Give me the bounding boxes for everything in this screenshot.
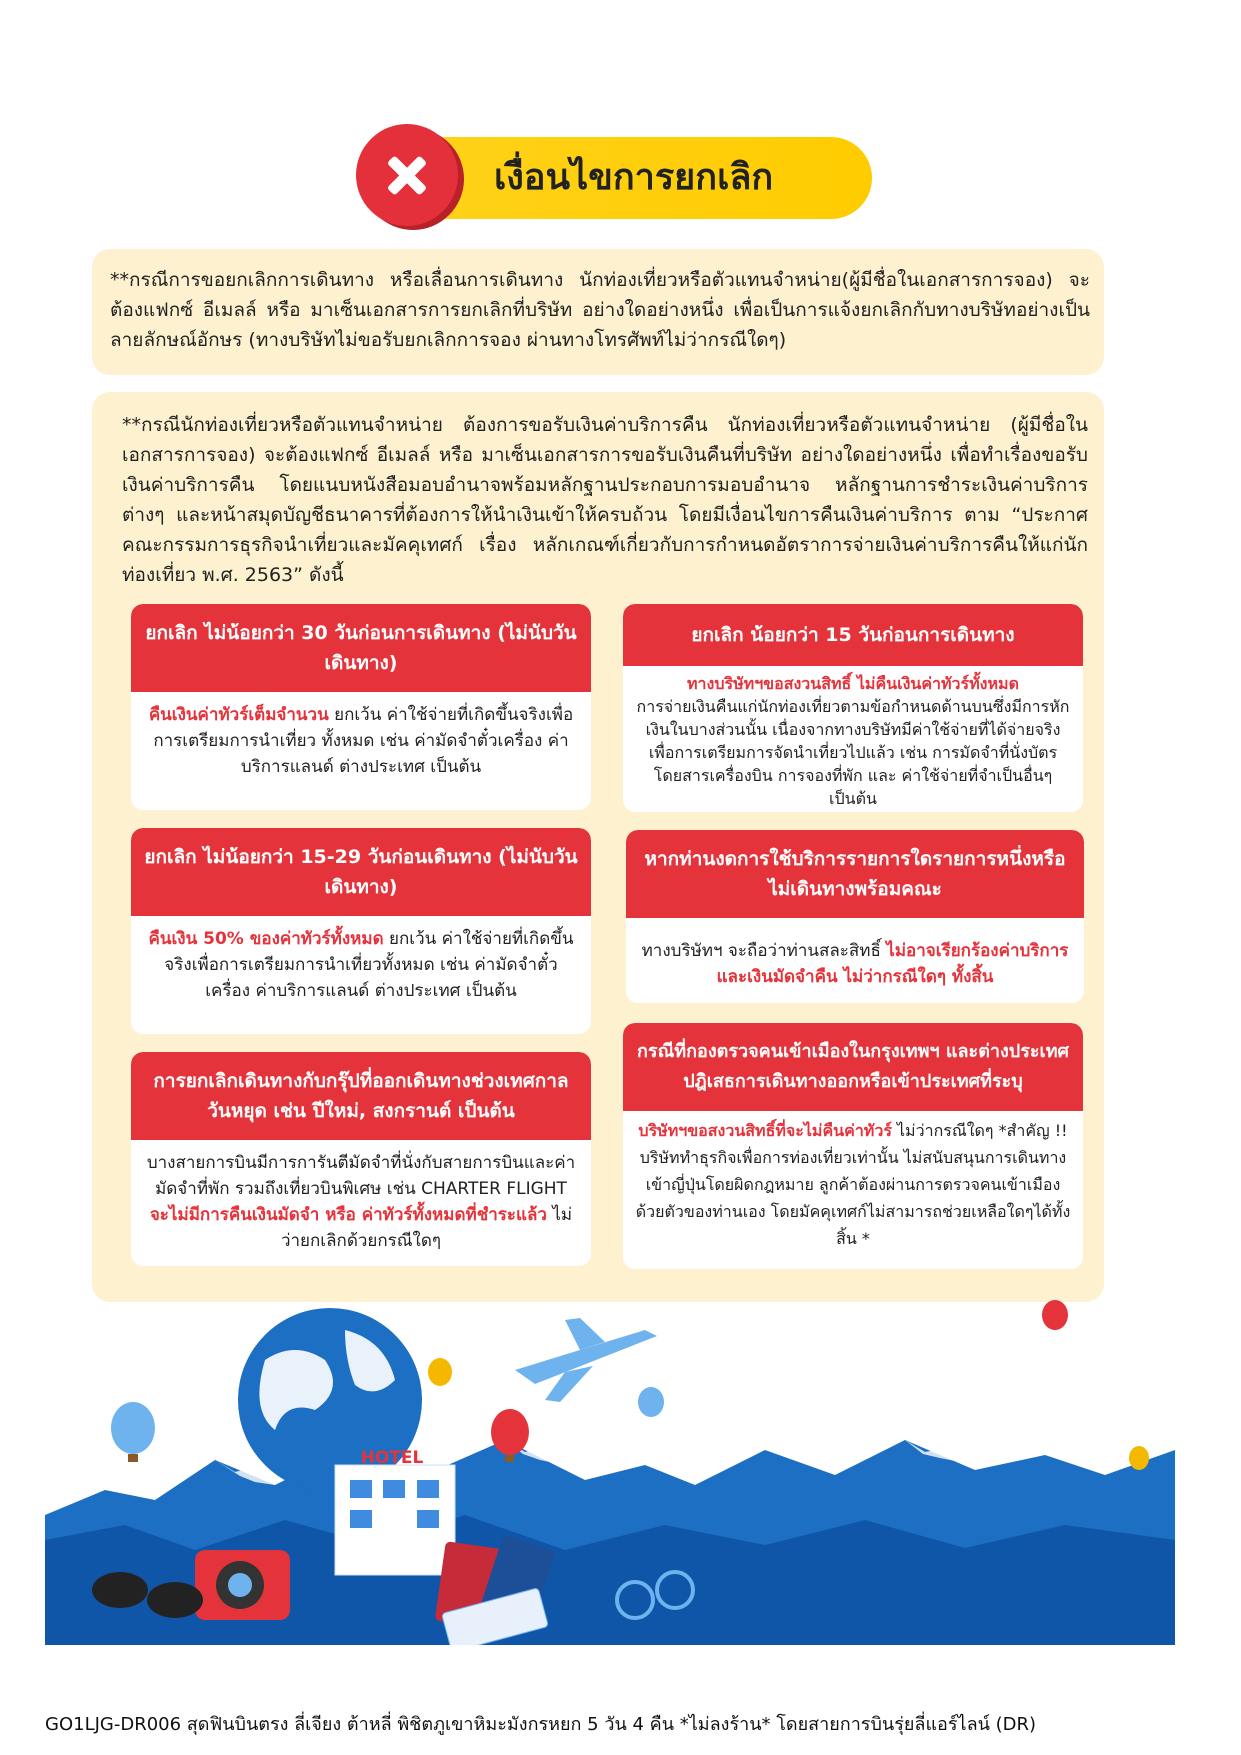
card-highlight: คืนเงิน 50% ของค่าทัวร์ทั้งหมด (148, 929, 384, 949)
card-highlight: จะไม่มีการคืนเงินมัดจำ หรือ ค่าทัวร์ทั้งหมดที่ชำระแล้ว (149, 1205, 547, 1225)
card-title: กรณีที่กองตรวจคนเข้าเมืองในกรุงเทพฯ และต่างประเทศปฎิเสธการเดินทางออกหรือเข้าประเทศที่ระบุ (623, 1023, 1083, 1111)
policy-card-no-show (626, 830, 1084, 1003)
hotel-icon (335, 1465, 455, 1575)
card-text: ไม่ว่ากรณีใดๆ *สำคัญ !! บริษัททำธุรกิจเพื่อการท่องเที่ยวเท่านั้น ไม่สนับสนุนการเดินทางเข้าญี่ปุ่นโดยผิดกฎหมาย ลูกค้าต้องผ่านการตรวจคนเข้าเมืองด้วยตัวของท่านเอง โดยมัคคุเทศก์ไม่สามารถช่วยเหลือใดๆได้ทั้งสิ้น * (635, 1121, 1071, 1248)
card-text: ยกเว้น ค่าใช้จ่ายที่เกิดขึ้นจริงเพื่อการเตรียมการนำเที่ยวทั้งหมด เช่น ค่ามัดจำตั๋วเครื่อง ค่าบริการแลนด์ ต่างประเทศ เป็นต้น (164, 929, 574, 1001)
card-title: ยกเลิก ไม่น้อยกว่า 30 วันก่อนการเดินทาง (ไม่นับวันเดินทาง) (131, 604, 591, 692)
card-highlight: คืนเงินค่าทัวร์เต็มจำนวน (148, 705, 329, 725)
card-body (131, 1140, 591, 1264)
card-body (626, 918, 1084, 1000)
hotel-sign: HOTEL (360, 1448, 424, 1468)
card-text-end: ไม่ว่ายกเลิกด้วยกรณีใดๆ (280, 1205, 573, 1251)
card-text: ทางบริษัทฯ จะถือว่าท่านสละสิทธิ์ (641, 941, 887, 961)
card-highlight: บริษัทฯขอสงวนสิทธิ์ที่จะไม่คืนค่าทัวร์ (638, 1121, 892, 1140)
card-highlight: ทางบริษัทฯขอสงวนสิทธิ์ ไม่คืนเงินค่าทัวร์ทั้งหมด (687, 674, 1019, 693)
card-body (623, 1111, 1083, 1258)
page-title: เงื่อนไขการยกเลิก (494, 157, 774, 198)
card-text: การจ่ายเงินคืนแก่นักท่องเที่ยวตามข้อกำหนดด้านบนซึ่งมีการหักเงินในบางส่วนนั้น เนื่องจากทางบริษัทมีค่าใช้จ่ายที่ได้จ่ายจริงเพื่อการเตรียมการจัดนำเที่ยวไปแล้ว เช่น การมัดจำที่นั่งบัตรโดยสารเครื่องบิน การจองที่พัก และ ค่าใช้จ่ายที่จำเป็นอื่นๆ เป็นต้น (636, 697, 1070, 808)
card-title: หากท่านงดการใช้บริการรายการใดรายการหนึ่งหรือไม่เดินทางพร้อมคณะ (626, 830, 1084, 918)
policy-card-30-days (131, 604, 591, 810)
notice-text-2: **กรณีนักท่องเที่ยวหรือตัวแทนจำหน่าย ต้องการขอรับเงินค่าบริการคืน นักท่องเที่ยวหรือตัวแทนจำหน่าย (ผู้มีชื่อในเอกสารการจอง) จะต้องแฟกซ์ อีเมลล์ หรือ มาเซ็นเอกสารการขอรับเงินคืนที่บริษัท อย่างใดอย่างหนึ่ง เพื่อทำเรื่องขอรับเงินค่าบริการคืน โดยแนบหนังสือมอบอำนาจพร้อมหลักฐานประกอบการมอบอำนาจ หลักฐานการชำระเงินค่าบริการต่างๆ และหน้าสมุดบัญชีธนาคารที่ต้องการให้นำเงินเข้าให้ครบถ้วน โดยมีเงื่อนไขการคืนเงินค่าบริการ ตาม “ประกาศคณะกรรมการธุรกิจนำเที่ยวและมัคคุเทศก์ เรื่อง หลักเกณฑ์เกี่ยวกับการกำหนดอัตราการจ่ายเงินค่าบริการคืนให้แก่นักท่องเที่ยว พ.ศ. 2563” ดังนี้ (122, 414, 1088, 586)
card-body (131, 916, 591, 1014)
tour-code-caption: GO1LJG-DR006 สุดฟินบินตรง ลี่เจียง ต้าหลี่ พิชิตภูเขาหิมะมังกรหยก 5 วัน 4 คืน *ไม่ลงร้าน* โดยสายการบินรุ่ยลี่แอร์ไลน์ (DR) (45, 1714, 1037, 1735)
close-icon (356, 124, 458, 226)
policy-card-holiday (131, 1052, 591, 1266)
card-highlight: ไม่อาจเรียกร้องค่าบริการและเงินมัดจำคืน ไม่ว่ากรณีใดๆ ทั้งสิ้น (716, 941, 1069, 987)
policy-card-less-15-days (623, 604, 1083, 812)
card-body (131, 692, 591, 790)
card-text: ยกเว้น ค่าใช้จ่ายที่เกิดขึ้นจริงเพื่อการเตรียมการนำเที่ยว ทั้งหมด เช่น ค่ามัดจำตั๋วเครื่อง ค่าบริการแลนด์ ต่างประเทศ เป็นต้น (153, 705, 574, 777)
travel-illustration (45, 1300, 1175, 1645)
card-title: การยกเลิกเดินทางกับกรุ๊ปที่ออกเดินทางช่วงเทศกาลวันหยุด เช่น ปีใหม่, สงกรานต์ เป็นต้น (131, 1052, 591, 1140)
notice-text-1: **กรณีการขอยกเลิกการเดินทาง หรือเลื่อนการเดินทาง นักท่องเที่ยวหรือตัวแทนจำหน่าย(ผู้มีชื่อในเอกสารการจอง) จะต้องแฟกซ์ อีเมลล์ หรือ มาเซ็นเอกสารการยกเลิกที่บริษัท อย่างใดอย่างหนึ่ง เพื่อเป็นการแจ้งยกเลิกกับทางบริษัทอย่างเป็นลายลักษณ์อักษร (ทางบริษัทไม่ขอรับยกเลิกการจอง ผ่านทางโทรศัพท์ไม่ว่ากรณีใดๆ) (110, 269, 1090, 351)
camera-icon (195, 1550, 290, 1620)
card-title: ยกเลิก ไม่น้อยกว่า 15-29 วันก่อนเดินทาง (ไม่นับวันเดินทาง) (131, 828, 591, 916)
card-title: ยกเลิก น้อยกว่า 15 วันก่อนการเดินทาง (623, 604, 1083, 666)
card-text: บางสายการบินมีการการันตีมัดจำที่นั่งกับสายการบินและค่ามัดจำที่พัก รวมถึงเที่ยวบินพิเศษ เช่น CHARTER FLIGHT (146, 1153, 576, 1199)
card-body (623, 666, 1083, 812)
airplane-icon (515, 1318, 657, 1402)
policy-card-immigration (623, 1023, 1083, 1269)
policy-card-15-29-days (131, 828, 591, 1034)
